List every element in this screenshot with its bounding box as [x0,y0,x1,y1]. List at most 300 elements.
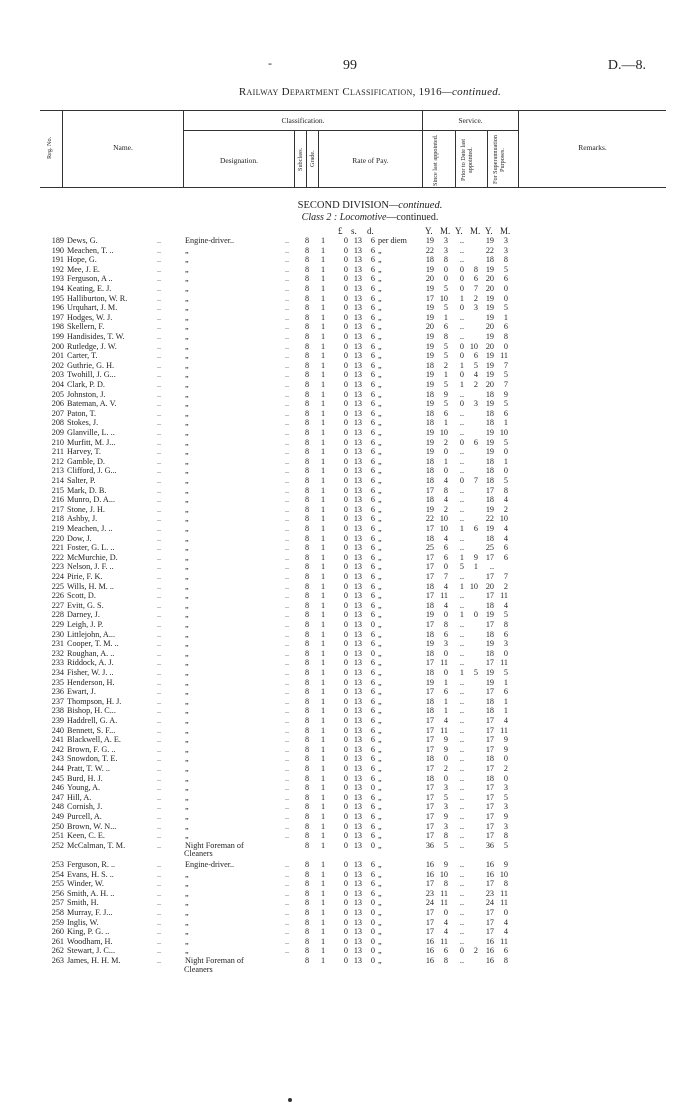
cell-y1: 17 [425,812,434,821]
cell-designation: „ [185,773,189,783]
cell-y2: .. [459,504,464,514]
cell-y1: 19 [425,610,434,620]
cell-no: 246 [51,783,64,793]
cell-no: 197 [51,312,64,322]
cell-dots2: .. [285,245,290,255]
cell-y1: 16 [425,869,434,879]
cell-per: „ [378,898,382,908]
cell-dots2: .. [285,389,290,399]
cell-y3: 20 [485,274,494,284]
cell-m3: 5 [503,370,508,380]
cell-l: 0 [343,802,348,812]
cell-dots: .. [157,312,162,322]
cell-s: 13 [353,936,362,946]
cell-l: 0 [343,504,348,514]
cell-d: 6 [370,831,375,841]
cell-y1: 17 [425,293,434,303]
cell-s: 13 [353,284,362,293]
cell-dots2: .. [285,572,290,581]
cell-dots2: .. [285,802,290,812]
cell-d: 6 [370,687,375,697]
cell-name: Salter, P. [67,476,96,485]
cell-dots: .. [157,898,162,908]
cell-grade: 1 [320,879,326,889]
cell-name: Henderson, H. [67,677,115,687]
years-label-2: Y. [455,226,463,236]
cell-y3: 17 [485,485,494,495]
cell-no: 260 [51,927,64,937]
cell-designation: „ [185,706,189,716]
cell-designation: „ [185,581,189,591]
cell-dots2: .. [285,236,290,245]
cell-m3: 7 [503,572,508,581]
cell-grade: 1 [320,821,326,831]
cell-dots: .. [157,514,162,524]
cell-y2: .. [459,956,464,965]
cell-sub: 8 [304,917,310,927]
cell-per: „ [378,312,382,322]
cell-sub: 8 [304,360,310,370]
cell-sub: 8 [304,533,310,543]
cell-no: 257 [51,898,64,908]
cell-dots2: .. [285,812,290,821]
cell-d: 6 [370,293,375,303]
cell-designation: „ [185,888,189,898]
cell-y2: 0 [459,341,464,351]
cell-m1: 4 [443,927,448,937]
cell-dots2: .. [285,332,290,341]
cell-y2: .. [459,658,464,668]
cell-grade: 1 [320,764,326,773]
cell-per: „ [378,956,382,965]
cell-d: 6 [370,399,375,409]
cell-dots2: .. [285,447,290,457]
cell-y3: 17 [485,812,494,821]
cell-dots: .. [157,792,162,802]
class-title: Class 2 : Locomotive [301,212,387,223]
cell-y1: 18 [425,773,434,783]
years-label-3: Y. [485,226,493,236]
cell-sub: 8 [304,524,310,533]
cell-grade: 1 [320,360,326,370]
cell-no: 223 [51,562,64,572]
cell-m3: 4 [503,524,508,533]
cell-y2: .. [459,840,464,850]
cell-no: 232 [51,648,64,658]
cell-per: „ [378,648,382,658]
cell-d: 6 [370,418,375,428]
cell-d: 6 [370,735,375,745]
cell-d: 6 [370,600,375,610]
cell-s: 13 [353,725,362,735]
cell-m3: 0 [503,284,508,293]
cell-l: 0 [343,408,348,418]
cell-designation: „ [185,533,189,543]
cell-s: 13 [353,399,362,409]
cell-l: 0 [343,533,348,543]
cell-no: 259 [51,917,64,927]
cell-dots: .. [157,764,162,773]
cell-dots: .. [157,418,162,428]
cell-y2: 0 [459,264,464,274]
cell-sub: 8 [304,869,310,879]
cell-dots: .. [157,879,162,889]
cell-m2: 2 [473,380,478,389]
cell-s: 13 [353,572,362,581]
cell-dots: .. [157,456,162,466]
cell-grade: 1 [320,620,326,629]
cell-dots2: .. [285,476,290,485]
cell-per: „ [378,888,382,898]
cell-per: „ [378,360,382,370]
cell-dots2: .. [285,783,290,793]
cell-l: 0 [343,466,348,476]
cell-per: „ [378,620,382,629]
cell-name: Guthrie, G. H. [67,360,115,370]
cell-m1: 2 [443,437,448,447]
cell-per: „ [378,322,382,332]
cell-s: 13 [353,312,362,322]
cell-d: 6 [370,332,375,341]
cell-y1: 17 [425,744,434,754]
cell-dots2: .. [285,687,290,697]
cell-grade: 1 [320,485,326,495]
cell-m3: 4 [503,600,508,610]
cell-no: 214 [51,476,64,485]
cell-s: 13 [353,696,362,706]
cell-d: 0 [370,648,375,658]
cell-grade: 1 [320,946,326,956]
cell-d: 0 [370,956,375,965]
cell-m1: 0 [443,648,448,658]
cell-designation: „ [185,648,189,658]
cell-y1: 19 [425,437,434,447]
cell-dots2: .. [285,773,290,783]
cell-dots: .. [157,936,162,946]
cell-grade: 1 [320,351,326,361]
cell-m1: 5 [443,303,448,313]
cell-dots2: .. [285,495,290,505]
cell-m3: 11 [500,898,508,908]
cell-designation: „ [185,879,189,889]
cell-designation: „ [185,764,189,773]
cell-y2: 1 [459,668,464,677]
designation-continuation: Cleaners [184,964,213,974]
cell-s: 13 [353,437,362,447]
cell-y3: .. [489,562,494,572]
cell-grade: 1 [320,562,326,572]
cell-m3: 0 [503,447,508,457]
cell-dots2: .. [285,504,290,514]
cell-dots2: .. [285,600,290,610]
cell-y3: 23 [485,888,494,898]
cell-grade: 1 [320,543,326,553]
cell-m3: 5 [503,840,508,850]
cell-dots2: .. [285,255,290,265]
cell-m3: 9 [503,389,508,399]
cell-m3: 6 [503,543,508,553]
cell-y1: 18 [425,629,434,639]
cell-s: 13 [353,562,362,572]
cell-l: 0 [343,898,348,908]
cell-sub: 8 [304,293,310,303]
cell-per: „ [378,437,382,447]
cell-grade: 1 [320,332,326,341]
cell-s: 13 [353,389,362,399]
cell-no: 241 [51,735,64,745]
cell-dots: .. [157,408,162,418]
cell-sub: 8 [304,754,310,764]
cell-l: 0 [343,322,348,332]
cell-name: Bishop, H. C... [67,706,116,716]
cell-m3: 8 [503,956,508,965]
cell-m1: 8 [443,485,448,495]
months-label-1: M. [440,226,451,236]
cell-m3: 1 [503,696,508,706]
cell-name: Twohill, J. G... [67,370,116,380]
cell-m1: 10 [439,869,448,879]
cell-no: 198 [51,322,64,332]
cell-designation: „ [185,332,189,341]
cell-dots: .. [157,956,162,965]
cell-y1: 17 [425,485,434,495]
cell-m2: 6 [473,524,478,533]
cell-y3: 18 [485,696,494,706]
cell-sub: 8 [304,562,310,572]
cell-l: 0 [343,389,348,399]
cell-y3: 18 [485,456,494,466]
cell-name: Skellern, F. [67,322,105,332]
cell-sub: 8 [304,312,310,322]
cell-dots2: .. [285,629,290,639]
cell-no: 221 [51,543,64,553]
cell-y2: 0 [459,476,464,485]
designation-continuation: Cleaners [184,849,213,859]
cell-m1: 3 [443,236,448,245]
cell-y2: .. [459,706,464,716]
cell-sub: 8 [304,831,310,841]
cell-y2: 0 [459,303,464,313]
cell-s: 13 [353,927,362,937]
cell-dots2: .. [285,456,290,466]
cell-l: 0 [343,543,348,553]
cell-designation: Engine-driver.. [185,860,235,869]
cell-s: 13 [353,821,362,831]
cell-l: 0 [343,245,348,255]
cell-no: 254 [51,869,64,879]
cell-d: 6 [370,437,375,447]
cell-m3: 3 [503,245,508,255]
cell-l: 0 [343,744,348,754]
cell-y3: 17 [485,927,494,937]
cell-per: per diem [378,236,407,245]
cell-no: 239 [51,716,64,725]
cell-name: Inglis, W. [67,917,99,927]
cell-sub: 8 [304,927,310,937]
cell-s: 13 [353,908,362,917]
cell-m2: 7 [473,476,478,485]
cell-dots: .. [157,524,162,533]
cell-m1: 3 [443,802,448,812]
cell-name: Bateman, A. V. [67,399,117,409]
cell-sub: 8 [304,716,310,725]
cell-dots2: .. [285,735,290,745]
cell-per: „ [378,399,382,409]
cell-y3: 19 [485,610,494,620]
cell-dots: .. [157,293,162,303]
cell-m1: 10 [439,428,448,437]
cell-grade: 1 [320,284,326,293]
cell-per: „ [378,389,382,399]
cell-grade: 1 [320,380,326,389]
cell-d: 6 [370,629,375,639]
cell-m1: 11 [440,898,448,908]
cell-d: 6 [370,245,375,255]
cell-grade: 1 [320,783,326,793]
cell-y2: 5 [459,562,464,572]
cell-dots2: .. [285,764,290,773]
cell-s: 13 [353,668,362,677]
cell-s: 13 [353,812,362,821]
cell-no: 200 [51,341,64,351]
cell-name: Mark, D. B. [67,485,107,495]
cell-l: 0 [343,888,348,898]
cell-d: 6 [370,572,375,581]
cell-sub: 8 [304,341,310,351]
cell-dots: .. [157,869,162,879]
cell-s: 13 [353,418,362,428]
cell-y2: 0 [459,437,464,447]
cell-y1: 17 [425,821,434,831]
cell-l: 0 [343,600,348,610]
cell-y1: 18 [425,495,434,505]
cell-sub: 8 [304,370,310,380]
cell-sub: 8 [304,812,310,821]
cell-no: 252 [51,840,64,850]
cell-sub: 8 [304,236,310,245]
cell-dots: .. [157,706,162,716]
cell-no: 193 [51,274,64,284]
cell-y1: 18 [425,255,434,265]
cell-m3: 2 [503,764,508,773]
cell-name: Gamble, D. [67,456,105,466]
cell-y1: 16 [425,860,434,869]
cell-per: „ [378,495,382,505]
cell-m1: 9 [443,812,448,821]
cell-d: 6 [370,504,375,514]
cell-s: 13 [353,380,362,389]
cell-no: 204 [51,380,64,389]
cell-y1: 18 [425,754,434,764]
cell-m3: 1 [503,677,508,687]
cell-y1: 18 [425,476,434,485]
cell-name: McCalman, T. M. [67,840,126,850]
cell-sub: 8 [304,620,310,629]
cell-m1: 8 [443,620,448,629]
cell-y3: 18 [485,476,494,485]
cell-per: „ [378,869,382,879]
cell-no: 256 [51,888,64,898]
cell-d: 6 [370,696,375,706]
cell-y2: 0 [459,399,464,409]
cell-y1: 19 [425,236,434,245]
cell-m3: 4 [503,533,508,543]
cell-designation: „ [185,264,189,274]
cell-per: „ [378,552,382,562]
cell-s: 13 [353,917,362,927]
cell-designation: „ [185,456,189,466]
cell-y1: 17 [425,716,434,725]
cell-l: 0 [343,524,348,533]
cell-sub: 8 [304,629,310,639]
cell-m3: 0 [503,648,508,658]
cell-sub: 8 [304,773,310,783]
cell-y1: 17 [425,927,434,937]
cell-m1: 0 [443,754,448,764]
cell-sub: 8 [304,658,310,668]
cell-d: 0 [370,840,375,850]
cell-m3: 8 [503,879,508,889]
cell-dots2: .. [285,284,290,293]
cell-y2: .. [459,898,464,908]
cell-l: 0 [343,591,348,601]
cell-dots: .. [157,668,162,677]
cell-sub: 8 [304,284,310,293]
cell-dots2: .. [285,658,290,668]
cell-m1: 1 [443,706,448,716]
cell-m1: 9 [443,735,448,745]
cell-dots2: .. [285,581,290,591]
cell-l: 0 [343,620,348,629]
cell-d: 6 [370,869,375,879]
cell-dots2: .. [285,562,290,572]
cell-m1: 6 [443,687,448,697]
cell-name: Hope, G. [67,255,97,265]
months-label-2: M. [470,226,481,236]
cell-d: 6 [370,428,375,437]
cell-m1: 2 [443,504,448,514]
cell-d: 6 [370,725,375,735]
cell-no: 242 [51,744,64,754]
cell-m2: 4 [473,370,478,380]
cell-y1: 23 [425,888,434,898]
cell-per: „ [378,744,382,754]
cell-name: Stewart, J. C... [67,946,115,956]
cell-y3: 17 [485,658,494,668]
cell-name: Ashby, J. [67,514,98,524]
cell-y3: 22 [485,514,494,524]
cell-no: 229 [51,620,64,629]
cell-per: „ [378,917,382,927]
cell-m1: 1 [443,677,448,687]
page-number: 99 [343,58,357,73]
cell-per: „ [378,408,382,418]
cell-y2: .. [459,687,464,697]
cell-dots: .. [157,360,162,370]
years-label-1: Y. [425,226,433,236]
cell-y2: 0 [459,946,464,956]
cell-per: „ [378,908,382,917]
cell-m1: 4 [443,533,448,543]
cell-m1: 0 [443,264,448,274]
cell-sub: 8 [304,840,310,850]
cell-d: 6 [370,812,375,821]
cell-m1: 6 [443,629,448,639]
header-service: Service. [458,116,483,125]
cell-y3: 18 [485,648,494,658]
cell-per: „ [378,332,382,341]
cell-grade: 1 [320,533,326,543]
